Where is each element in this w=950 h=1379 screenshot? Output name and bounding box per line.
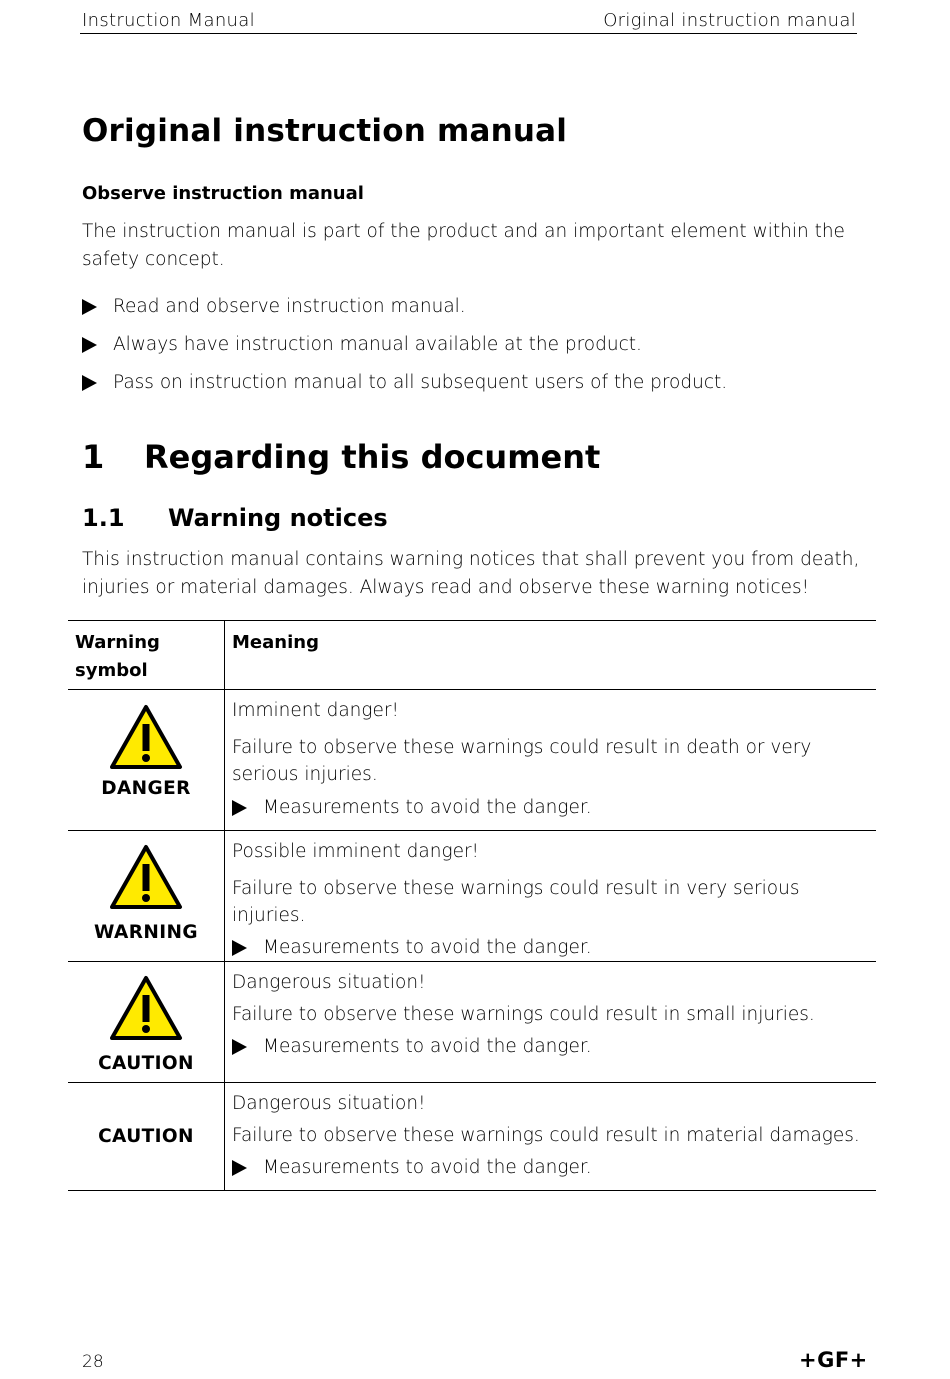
table-header-row — [68, 621, 876, 690]
bullet-arrow-icon — [232, 940, 247, 956]
signal-word: DANGER — [101, 778, 191, 799]
warning-notices-paragraph: This instruction manual contains warning notices that shall prevent you from death, injuries or material damages. Always read and observe these warning notices! — [82, 549, 860, 598]
intro-bullet-text: Read and observe instruction manual. — [113, 296, 466, 317]
section-1-1-heading — [82, 504, 388, 532]
warning-notices-table — [68, 620, 876, 1191]
action-text: Measurements to avoid the danger. — [263, 797, 592, 818]
header-right: Original instruction manual — [603, 10, 856, 31]
intro-bullet-text: Pass on instruction manual to all subsequent users of the product. — [113, 372, 728, 393]
bullet-arrow-icon — [82, 299, 97, 315]
intro-bullet — [82, 296, 466, 317]
header-warning-symbol: Warning symbol — [68, 621, 225, 690]
bullet-arrow-icon — [232, 800, 247, 816]
consequence-text: Failure to observe these warnings could result in death or very serious injuries. — [232, 737, 812, 785]
intro-bullet-text: Always have instruction manual available at the product. — [113, 334, 642, 355]
warning-triangle-icon — [109, 975, 183, 1041]
page-number: 28 — [82, 1352, 104, 1372]
signal-word: CAUTION — [98, 1053, 194, 1074]
header-divider — [80, 33, 857, 34]
hazard-level-text: Possible imminent danger! — [232, 841, 479, 862]
action-item — [232, 934, 876, 961]
intro-bullet — [82, 334, 642, 355]
warning-triangle-icon — [109, 844, 183, 910]
intro-bullet — [82, 372, 727, 393]
header-meaning: Meaning — [232, 632, 319, 653]
action-text: Measurements to avoid the danger. — [263, 1157, 592, 1178]
action-item — [232, 1154, 876, 1181]
gf-logo: +GF+ — [799, 1348, 868, 1372]
table-row — [68, 962, 876, 1083]
warning-triangle-icon — [109, 704, 183, 770]
symbol-cell — [68, 962, 225, 1083]
consequence-text: Failure to observe these warnings could result in very serious injuries. — [232, 878, 800, 926]
consequence-text: Failure to observe these warnings could result in material damages. — [232, 1125, 860, 1146]
section-1-heading — [82, 438, 600, 476]
header-left: Instruction Manual — [82, 10, 255, 31]
meaning-cell — [225, 962, 877, 1083]
table-row — [68, 690, 876, 831]
intro-subtitle: Observe instruction manual — [82, 183, 364, 204]
symbol-cell — [68, 690, 225, 831]
bullet-arrow-icon — [82, 375, 97, 391]
signal-word: WARNING — [94, 922, 198, 943]
bullet-arrow-icon — [232, 1039, 247, 1055]
bullet-arrow-icon — [82, 337, 97, 353]
action-text: Measurements to avoid the danger. — [263, 1036, 592, 1057]
symbol-cell — [68, 1083, 225, 1191]
symbol-cell — [68, 831, 225, 962]
intro-paragraph: The instruction manual is part of the product and an important element within the safety concept. — [82, 221, 845, 270]
action-item — [232, 794, 876, 821]
hazard-level-text: Dangerous situation! — [232, 1093, 426, 1114]
hazard-level-text: Imminent danger! — [232, 700, 399, 721]
consequence-text: Failure to observe these warnings could result in small injuries. — [232, 1004, 815, 1025]
section-number: 1 — [82, 438, 105, 476]
hazard-level-text: Dangerous situation! — [232, 972, 426, 993]
meaning-cell — [225, 1083, 877, 1191]
section-number: 1.1 — [82, 504, 125, 532]
page-title: Original instruction manual — [82, 113, 568, 149]
section-title: Warning notices — [168, 504, 388, 532]
signal-word: CAUTION — [98, 1126, 194, 1147]
section-title: Regarding this document — [144, 438, 601, 476]
table-row — [68, 831, 876, 962]
action-item — [232, 1033, 876, 1060]
meaning-cell — [225, 831, 877, 962]
bullet-arrow-icon — [232, 1160, 247, 1176]
action-text: Measurements to avoid the danger. — [263, 937, 592, 958]
meaning-cell — [225, 690, 877, 831]
table-row — [68, 1083, 876, 1191]
